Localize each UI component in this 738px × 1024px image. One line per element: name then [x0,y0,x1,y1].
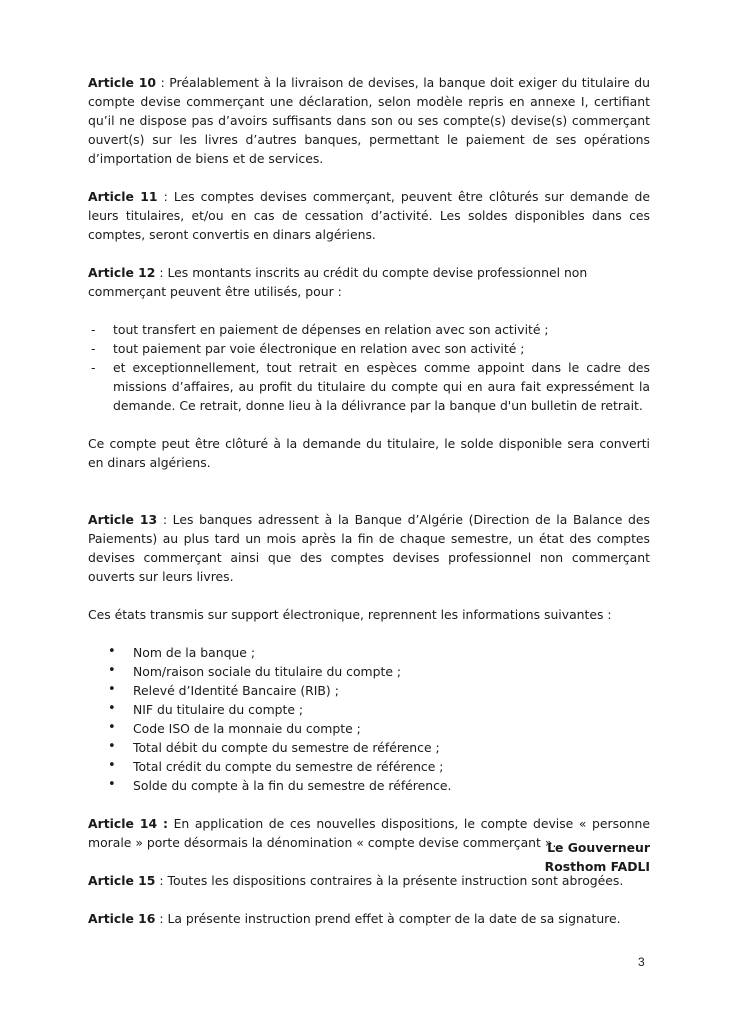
list-item: • Relevé d’Identité Bancaire (RIB) ; [108,682,339,698]
article-12: Article 12 : Les montants inscrits au crédit du compte devise professionnel non commerçant peuvent être utilisés, pour : [88,265,588,299]
list-item: • Nom/raison sociale du titulaire du compte ; [108,663,402,679]
list-item: • Total débit du compte du semestre de référence ; [108,739,440,755]
bullet-marker: • [108,777,116,792]
bullet-marker: • [108,663,116,678]
article-label: Article 10 [88,75,157,90]
signature-title: Le Gouverneur [547,840,650,855]
bullet-marker: • [108,644,116,659]
article-15: Article 15 : Toutes les dispositions contraires à la présente instruction sont abrogées. [88,873,624,888]
article-label: Article 12 [88,265,156,280]
article-label: Article 11 [88,189,158,204]
article-13: Article 13 : Les banques adressent à la Banque d’Algérie (Direction de la Balance des Paiements) au plus tard un mois après la fin de chaque semestre, un état des comptes devises commerçant ainsi que des comptes devises professionnel non commerçant ouverts sur leurs livres. [88,512,650,584]
list-item: • Total crédit du compte du semestre de référence ; [108,758,444,774]
article-16: Article 16 : La présente instruction prend effet à compter de la date de sa signature. [88,911,621,926]
signature-name: Rosthom FADLI [544,859,650,874]
article-text: Les comptes devises commerçant, peuvent être clôturés sur demande de leurs titulaires, et/ou en cas de cessation d’activité. Les soldes disponibles dans ces comptes, seront convertis en dinars algériens. [88,189,650,242]
document-body [88,73,650,947]
bullet-marker: • [108,682,116,697]
dash-marker: - [91,322,96,337]
bullet-marker: • [108,758,116,773]
article-text: Toutes les dispositions contraires à la présente instruction sont abrogées. [167,873,624,888]
dash-marker: - [91,341,96,356]
signature-block [545,838,650,876]
article-label: Article 14 : [88,816,168,831]
list-item: - tout paiement par voie électronique en relation avec son activité ; [91,341,525,356]
article-13-bullet-list [88,643,650,795]
list-item: - et exceptionnellement, tout retrait en espèces comme appoint dans le cadre des missions d’affaires, au profit du titulaire du compte qui en aura fait expressément la demande. Ce retrait, donne lieu à la délivrance par la banque d'un bulletin de retrait. [91,360,650,413]
article-label: Article 15 [88,873,156,888]
article-10: Article 10 : Préalablement à la livraison de devises, la banque doit exiger du titulaire du compte devise commerçant une déclaration, selon modèle repris en annexe I, certifiant qu’il ne dispose pas d’avoirs suffisants dans son ou ses compte(s) devise(s) commerçant ouvert(s) sur les livres d’autres banques, permettant le paiement de ses opérations d’importation de biens et de services. [88,75,650,166]
article-12-dash-list [88,320,650,415]
page-number: 3 [638,955,645,969]
article-text: Les banques adressent à la Banque d’Algérie (Direction de la Balance des Paiements) au plus tard un mois après la fin de chaque semestre, un état des comptes devises commerçant ainsi que des comptes devises professionnel non commerçant ouverts sur leurs livres. [88,512,650,584]
article-label: Article 13 [88,512,158,527]
article-12-closing: Ce compte peut être clôturé à la demande du titulaire, le solde disponible sera converti en dinars algériens. [88,436,650,470]
bullet-marker: • [108,701,116,716]
article-text: En application de ces nouvelles dispositions, le compte devise « personne morale » porte désormais la dénomination « compte devise commerçant ». [88,816,650,850]
list-item: • Code ISO de la monnaie du compte ; [108,720,361,736]
article-text: Les montants inscrits au crédit du compte devise professionnel non commerçant peuvent être utilisés, pour : [88,265,588,299]
list-item: • Solde du compte à la fin du semestre de référence. [108,777,452,793]
list-item: • NIF du titulaire du compte ; [108,701,304,717]
article-text: La présente instruction prend effet à compter de la date de sa signature. [167,911,621,926]
article-text: Préalablement à la livraison de devises, la banque doit exiger du titulaire du compte devise commerçant une déclaration, selon modèle repris en annexe I, certifiant qu’il ne dispose pas d’avoirs suffisants dans son ou ses compte(s) devise(s) commerçant ouvert(s) sur les livres d’autres banques, permettant le paiement de ses opérations d’importation de biens et de services. [88,75,650,166]
list-item: - tout transfert en paiement de dépenses en relation avec son activité ; [91,322,549,337]
article-11: Article 11 : Les comptes devises commerçant, peuvent être clôturés sur demande de leurs titulaires, et/ou en cas de cessation d’activité. Les soldes disponibles dans ces comptes, seront convertis en dinars algériens. [88,189,650,242]
article-13-intro: Ces états transmis sur support électronique, reprennent les informations suivantes : [88,607,612,622]
list-item: • Nom de la banque ; [108,644,256,660]
dash-marker: - [91,360,96,375]
article-label: Article 16 [88,911,156,926]
bullet-marker: • [108,720,116,735]
bullet-marker: • [108,739,116,754]
